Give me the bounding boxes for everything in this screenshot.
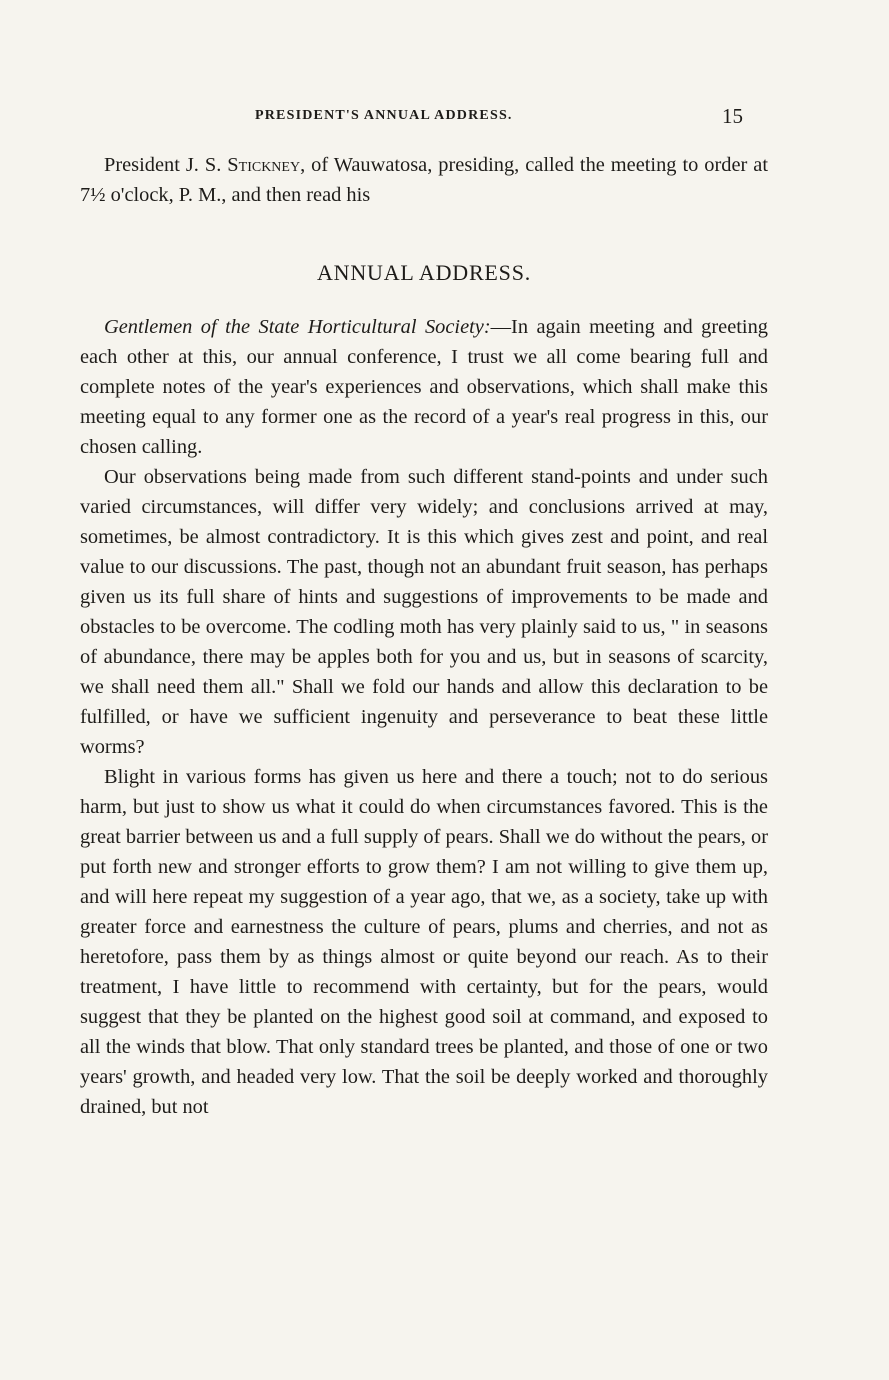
intro-paragraph bbox=[80, 150, 768, 210]
paragraph-1-text: —In again meeting and greeting each other at this, our annual conference, I trust we all come bearing full and complete notes of the year's experiences and observations, which shall make this meeting equal to any former one as the record of a year's real progress in this, our chosen calling. bbox=[80, 316, 768, 458]
page-number: 15 bbox=[722, 104, 743, 128]
section-heading: ANNUAL ADDRESS. bbox=[316, 260, 532, 285]
running-title: PRESIDENT'S ANNUAL ADDRESS. bbox=[255, 108, 513, 123]
body-text bbox=[80, 150, 768, 1122]
intro-rest: , of Wauwatosa, presiding, called the meeting to order at 7½ o'clock, P. M., and then read his bbox=[80, 154, 768, 206]
intro-lead: President J. S. bbox=[104, 154, 228, 176]
paragraph-2: Our observations being made from such different stand-points and under such varied circumstances, will differ very widely; and conclusions arrived at may, sometimes, be almost contradictory. It is this which gives zest and point, and real value to our discussions. The past, though not an abundant fruit season, has perhaps given us its full share of hints and suggestions of improvements to be made and obstacles to be overcome. The codling moth has very plainly said to us, " in seasons of abundance, there may be apples both for you and us, but in seasons of scarcity, we shall need them all." Shall we fold our hands and allow this declaration to be fulfilled, or have we sufficient ingenuity and perseverance to beat these little worms? bbox=[80, 466, 768, 758]
paragraph-3: Blight in various forms has given us here and there a touch; not to do serious harm, but just to show us what it could do when circumstances favored. This is the great barrier between us and a full supply of pears. Shall we do without the pears, or put forth new and stronger efforts to grow them? I am not willing to give them up, and will here repeat my suggestion of a year ago, that we, as a society, take up with greater force and earnestness the culture of pears, plums and cherries, and not as heretofore, pass them by as things almost or quite beyond our reach. As to their treatment, I have little to recommend with certainty, but for the pears, would suggest that they be planted on the highest good soil at command, and exposed to all the winds that blow. That only standard trees be planted, and those of one or two years' growth, and headed very low. That the soil be deeply worked and thoroughly drained, but not bbox=[80, 766, 768, 1118]
running-header bbox=[0, 104, 889, 132]
paragraph-1 bbox=[80, 312, 768, 462]
president-name: Stickney bbox=[227, 154, 301, 176]
salutation: Gentlemen of the State Horticultural Society: bbox=[104, 316, 491, 338]
